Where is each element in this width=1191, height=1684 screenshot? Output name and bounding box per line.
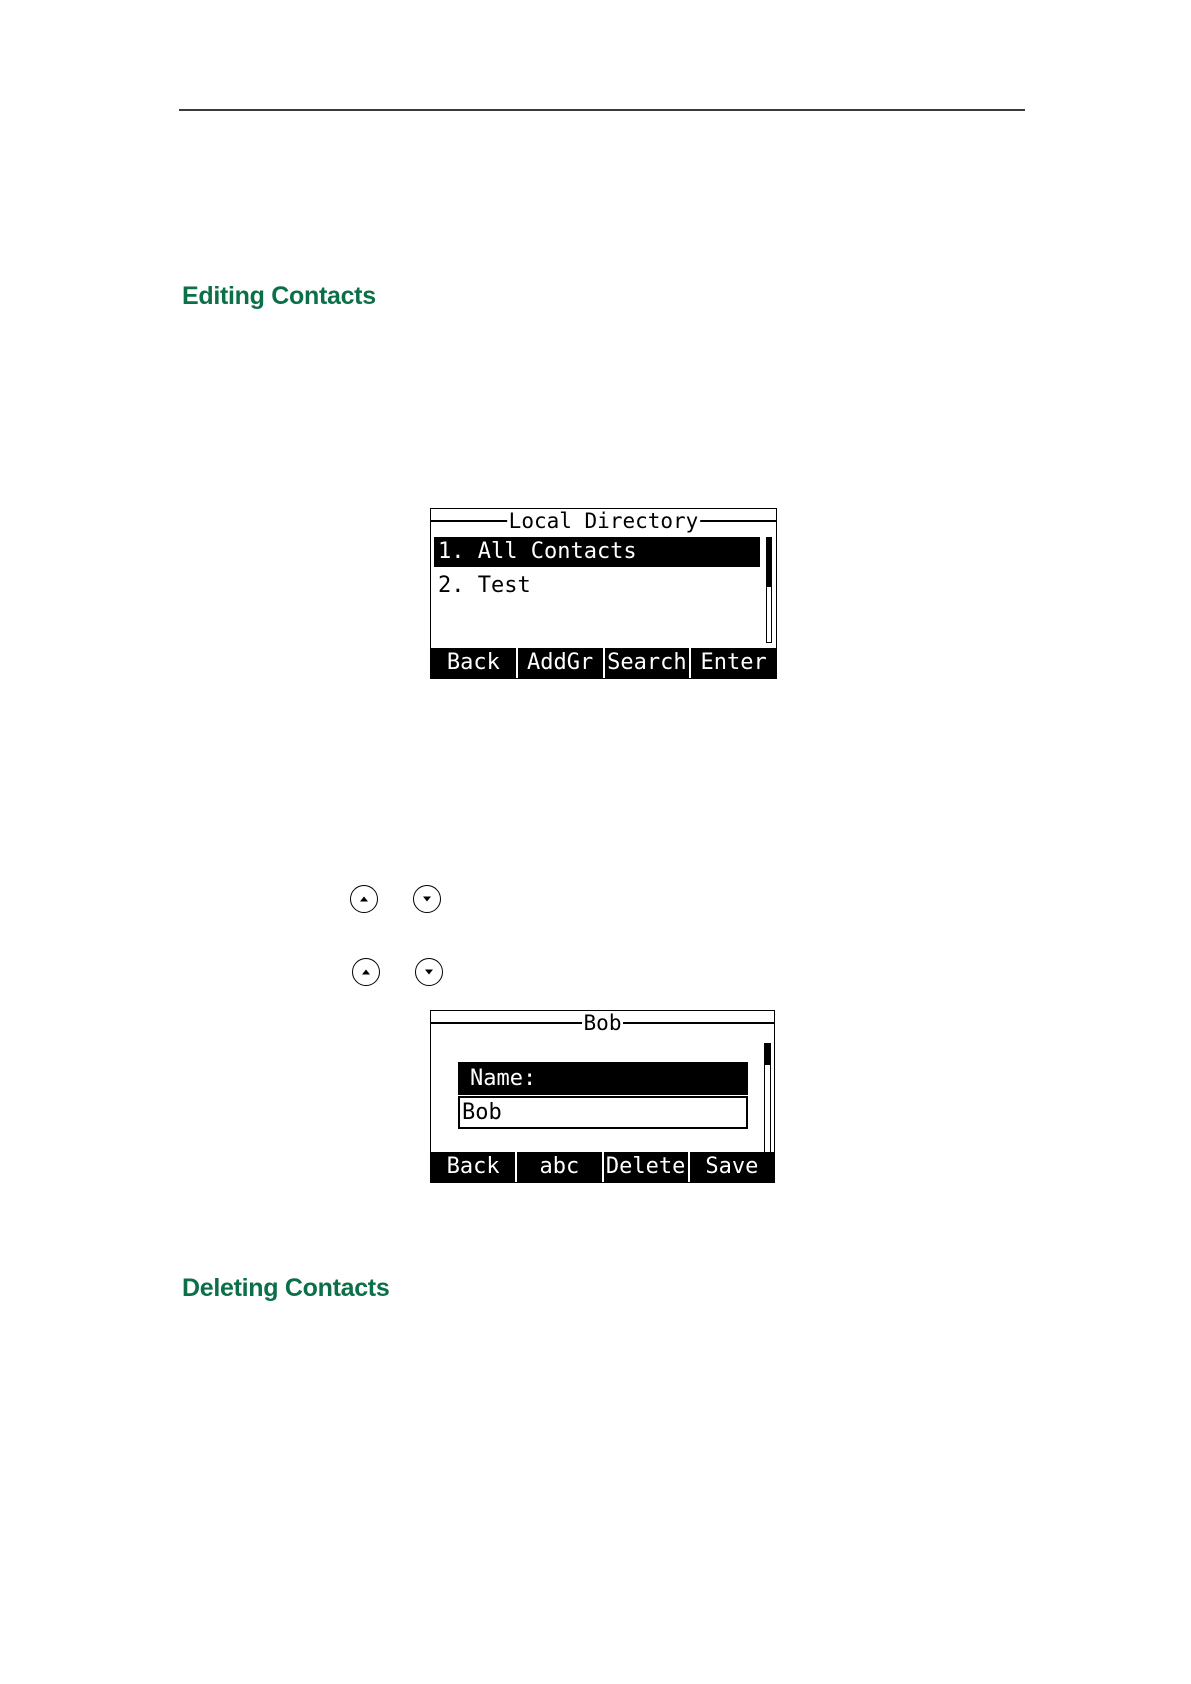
header-rule (179, 109, 1025, 111)
name-field-input[interactable]: Bob (458, 1096, 748, 1129)
screen-title: Bob (583, 1011, 622, 1035)
softkey-bar (431, 648, 776, 678)
screen-title-bar (431, 1011, 774, 1037)
softkey-abc[interactable]: abc (517, 1152, 603, 1182)
screen-title-bar (431, 509, 776, 535)
name-field-label: Name: (458, 1062, 748, 1095)
section-heading-deleting: Deleting Contacts (182, 1274, 390, 1302)
softkey-back[interactable]: Back (431, 648, 518, 678)
softkey-search[interactable]: Search (605, 648, 692, 678)
screen-title: Local Directory (508, 509, 699, 533)
phone-screen-local-directory (430, 508, 777, 679)
down-arrow-key-icon (413, 885, 441, 913)
scrollbar-thumb (766, 537, 772, 587)
up-arrow-key-icon (350, 885, 378, 913)
list-item-test[interactable]: 2. Test (438, 573, 531, 598)
softkey-save[interactable]: Save (705, 1154, 759, 1179)
softkey-addgr[interactable]: AddGr (518, 648, 605, 678)
scrollbar-thumb (764, 1043, 771, 1065)
phone-screen-contact-edit (430, 1010, 775, 1183)
down-arrow-key-icon (415, 958, 443, 986)
softkey-delete[interactable]: Delete (604, 1152, 690, 1182)
softkey-bar (431, 1152, 774, 1182)
list-item-all-contacts[interactable]: 1. All Contacts (434, 537, 760, 567)
up-arrow-key-icon (352, 958, 380, 986)
softkey-back[interactable]: Back (431, 1152, 517, 1182)
softkey-enter[interactable]: Enter (700, 650, 767, 675)
section-heading-editing: Editing Contacts (182, 282, 376, 310)
